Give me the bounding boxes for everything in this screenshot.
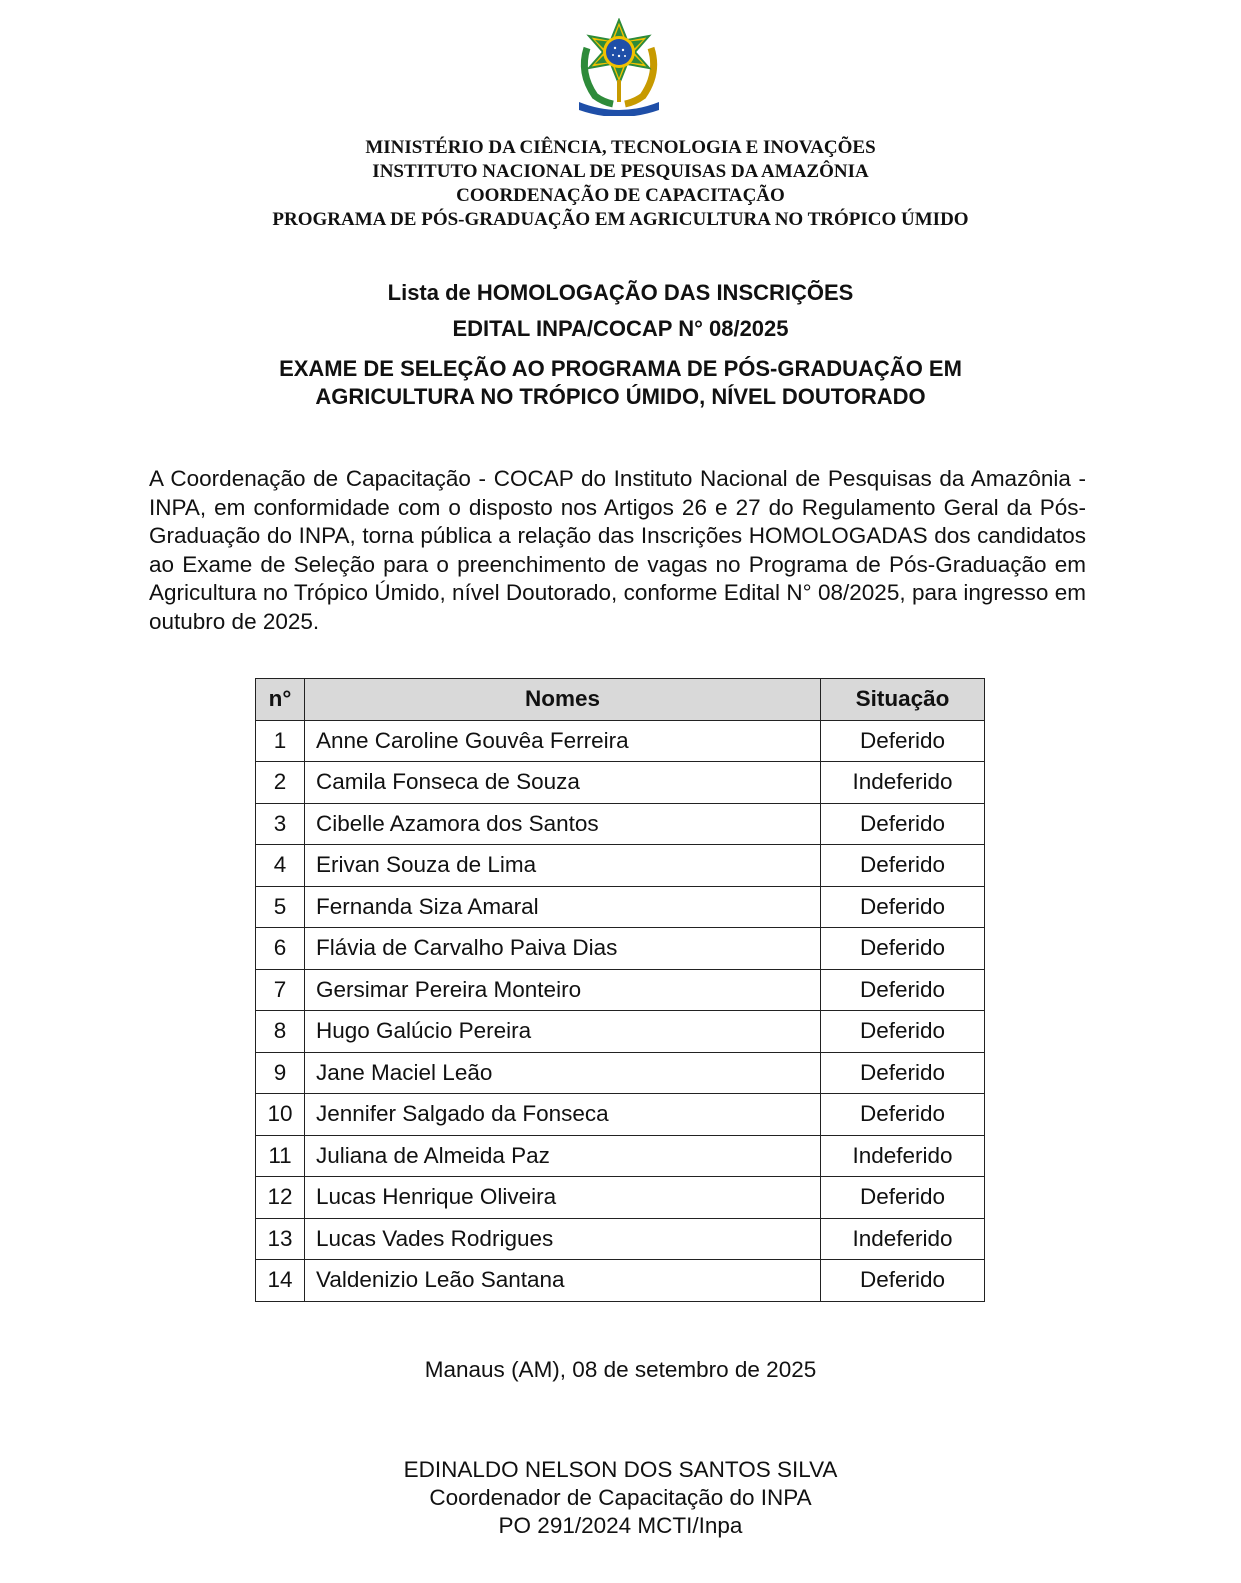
table-row [256,845,985,887]
row-status: Indeferido [821,1135,985,1177]
row-status: Indeferido [821,1218,985,1260]
table-row [256,1218,985,1260]
brazil-coat-of-arms-icon [573,18,665,116]
row-name: Hugo Galúcio Pereira [305,1011,821,1053]
row-number: 10 [256,1094,305,1136]
table-row [256,1052,985,1094]
row-name: Lucas Henrique Oliveira [305,1177,821,1219]
row-name: Fernanda Siza Amaral [305,886,821,928]
row-number: 12 [256,1177,305,1219]
row-name: Juliana de Almeida Paz [305,1135,821,1177]
intro-paragraph: A Coordenação de Capacitação - COCAP do Instituto Nacional de Pesquisas da Amazônia - INPA, em conformidade com o disposto nos Artigos 26 e 27 do Regulamento Geral da Pós-Graduação do INPA, torna pública a relação das Inscrições HOMOLOGADAS dos candidatos ao Exame de Seleção para o preenchimento de vagas no Programa de Pós-Graduação em Agricultura no Trópico Úmido, nível Doutorado, conforme Edital N° 08/2025, para ingresso em outubro de 2025. [149,466,1086,634]
table-row [256,1177,985,1219]
row-number: 7 [256,969,305,1011]
edital-title: EDITAL INPA/COCAP N° 08/2025 [452,316,789,341]
table-row [256,1011,985,1053]
row-status: Deferido [821,1260,985,1302]
row-name: Erivan Souza de Lima [305,845,821,887]
header-line-coordination: COORDENAÇÃO DE CAPACITAÇÃO [456,185,785,206]
list-title: Lista de HOMOLOGAÇÃO DAS INSCRIÇÕES [387,280,854,305]
table-row [256,1135,985,1177]
exam-title-line2: AGRICULTURA NO TRÓPICO ÚMIDO, NÍVEL DOUTORADO [315,384,926,409]
row-name: Flávia de Carvalho Paiva Dias [305,928,821,970]
row-number: 14 [256,1260,305,1302]
table-row [256,928,985,970]
row-number: 5 [256,886,305,928]
table-header-row [256,679,985,721]
row-status: Deferido [821,1094,985,1136]
row-name: Lucas Vades Rodrigues [305,1218,821,1260]
exam-title-line1: EXAME DE SELEÇÃO AO PROGRAMA DE PÓS-GRADUAÇÃO EM [279,356,962,381]
row-status: Indeferido [821,762,985,804]
row-name: Jennifer Salgado da Fonseca [305,1094,821,1136]
table-row [256,1094,985,1136]
row-status: Deferido [821,1011,985,1053]
table-row [256,1260,985,1302]
candidates-table [255,678,985,1302]
header-line-institute: INSTITUTO NACIONAL DE PESQUISAS DA AMAZÔNIA [372,161,869,182]
row-name: Jane Maciel Leão [305,1052,821,1094]
row-name: Gersimar Pereira Monteiro [305,969,821,1011]
signer-reference: PO 291/2024 MCTI/Inpa [498,1513,743,1538]
signer-name: EDINALDO NELSON DOS SANTOS SILVA [403,1457,838,1482]
signer-role: Coordenador de Capacitação do INPA [429,1485,812,1510]
exam-title [0,355,1241,411]
table-row [256,886,985,928]
institution-header [0,136,1241,232]
table-row [256,969,985,1011]
row-number: 4 [256,845,305,887]
column-header-number: n° [256,679,305,721]
row-status: Deferido [821,803,985,845]
place-date: Manaus (AM), 08 de setembro de 2025 [424,1357,817,1382]
column-header-status: Situação [821,679,985,721]
row-name: Valdenizio Leão Santana [305,1260,821,1302]
row-number: 11 [256,1135,305,1177]
row-status: Deferido [821,969,985,1011]
row-name: Cibelle Azamora dos Santos [305,803,821,845]
table-row [256,803,985,845]
row-status: Deferido [821,1052,985,1094]
table-row [256,762,985,804]
row-name: Anne Caroline Gouvêa Ferreira [305,720,821,762]
header-line-ministry: MINISTÉRIO DA CIÊNCIA, TECNOLOGIA E INOVAÇÕES [365,137,876,158]
row-number: 6 [256,928,305,970]
header-line-program: PROGRAMA DE PÓS-GRADUAÇÃO EM AGRICULTURA NO TRÓPICO ÚMIDO [272,209,969,230]
table-row [256,720,985,762]
row-status: Deferido [821,928,985,970]
row-number: 2 [256,762,305,804]
row-number: 8 [256,1011,305,1053]
row-number: 13 [256,1218,305,1260]
row-number: 1 [256,720,305,762]
row-status: Deferido [821,845,985,887]
row-status: Deferido [821,720,985,762]
row-status: Deferido [821,886,985,928]
row-name: Camila Fonseca de Souza [305,762,821,804]
row-number: 3 [256,803,305,845]
column-header-names: Nomes [305,679,821,721]
row-status: Deferido [821,1177,985,1219]
row-number: 9 [256,1052,305,1094]
signature-block [0,1456,1241,1540]
